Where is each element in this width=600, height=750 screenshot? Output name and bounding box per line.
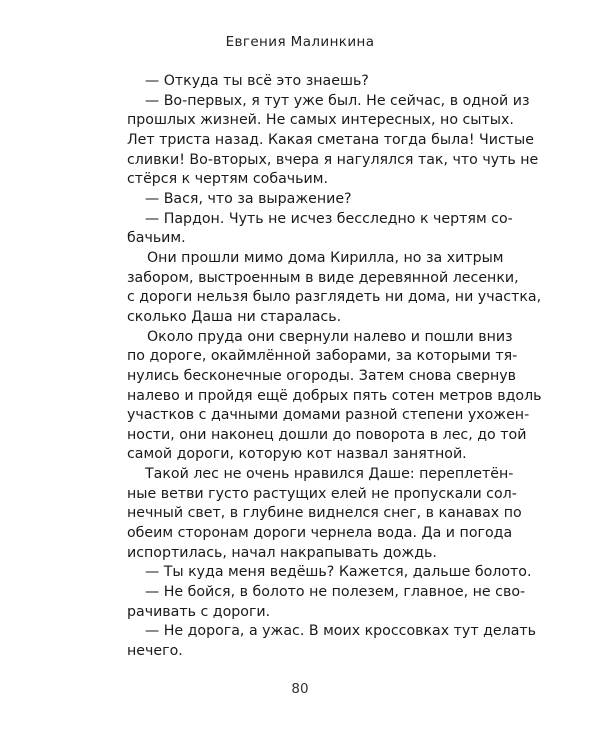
text-line: ности, они наконец дошли до поворота в лес, до той bbox=[127, 426, 527, 443]
text-line: Около пруда они свернули налево и пошли вниз bbox=[147, 328, 513, 345]
text-line: ные ветви густо растущих елей не пропускали сол- bbox=[127, 485, 517, 502]
page-number: 80 bbox=[291, 681, 309, 697]
text-line: сливки! Во-вторых, вчера я нагулялся так, что чуть не bbox=[127, 151, 539, 168]
text-line: участков с дачными домами разной степени ухожен- bbox=[127, 407, 530, 424]
text-line: бачьим. bbox=[127, 230, 186, 247]
text-line: нечего. bbox=[127, 643, 183, 660]
text-line: с дороги нельзя было разглядеть ни дома, ни участка, bbox=[127, 289, 542, 306]
text-line: испортилась, начал накрапывать дождь. bbox=[127, 544, 437, 561]
text-line: рачивать с дороги. bbox=[127, 603, 271, 620]
text-line: Они прошли мимо дома Кирилла, но за хитрым bbox=[147, 249, 504, 266]
text-line: сколько Даша ни старалась. bbox=[127, 308, 342, 325]
text-line: — Пардон. Чуть не исчез бесследно к чертям со- bbox=[145, 210, 513, 227]
text-line: — Откуда ты всё это знаешь? bbox=[145, 73, 369, 89]
text-line: стёрся к чертям собачьим. bbox=[127, 171, 328, 188]
text-line: — Не дорога, а ужас. В моих кроссовках тут делать bbox=[145, 623, 537, 640]
text-line: — Не бойся, в болото не полезем, главное, не сво- bbox=[145, 584, 526, 601]
text-line: — Во-первых, я тут уже был. Не сейчас, в одной из bbox=[145, 92, 530, 109]
text-line: прошлых жизней. Не самых интересных, но сытых. bbox=[127, 112, 514, 129]
text-line: самой дороги, которую кот назвал занятной. bbox=[127, 446, 467, 463]
text-line: Такой лес не очень нравился Даше: переплетён- bbox=[145, 466, 514, 483]
text-line: забором, выстроенным в виде деревянной лесенки, bbox=[127, 269, 519, 286]
text-line: — Ты куда меня ведёшь? Кажется, дальше болото. bbox=[145, 564, 532, 581]
text-line: налево и пройдя ещё добрых пять сотен метров вдоль bbox=[127, 387, 542, 404]
text-line: по дороге, окаймлённой заборами, за которыми тя- bbox=[127, 348, 518, 365]
text-line: нечный свет, в глубине виднелся снег, в канавах по bbox=[127, 505, 522, 522]
body-text bbox=[127, 72, 542, 662]
running-header-author: Евгения Малинкина bbox=[225, 34, 375, 50]
text-line: Лет триста назад. Какая сметана тогда была! Чистые bbox=[127, 131, 534, 148]
text-line: — Вася, что за выражение? bbox=[145, 190, 352, 207]
text-line: нулись бесконечные огороды. Затем снова свернув bbox=[127, 367, 517, 384]
text-line: обеим сторонам дороги чернела вода. Да и погода bbox=[127, 525, 513, 542]
